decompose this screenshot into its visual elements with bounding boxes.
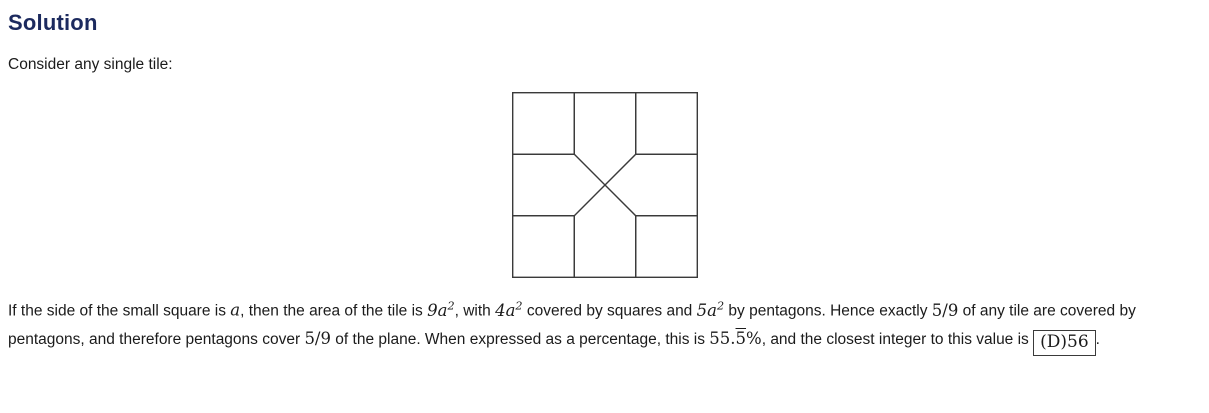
figure-container (8, 92, 1201, 278)
solution-page (0, 8, 1209, 413)
solution-paragraph (8, 292, 1201, 356)
math-fraction-five-ninths-2: 5/9 (304, 328, 331, 348)
math-5a-squared (697, 301, 724, 320)
math-4a-squared (495, 301, 522, 320)
math-4a-base: 4a (495, 300, 516, 320)
math-percentage-prefix: 55. (709, 328, 736, 348)
para-text-4: covered by squares and (522, 302, 697, 320)
single-tile-diagram (512, 92, 698, 278)
math-percentage (709, 329, 761, 348)
para-text-8: of the plane. When expressed as a percentage, this is (331, 330, 710, 348)
math-fraction-five-ninths-1: 5/9 (931, 300, 959, 320)
para-text-6: of any (958, 302, 1005, 320)
answer-box: (D)56 (1033, 330, 1096, 356)
math-9a-exponent: 2 (447, 299, 455, 312)
math-percentage-suffix: % (746, 328, 762, 348)
para-text-3: , with (454, 302, 496, 320)
para-text-9: , and the closest (761, 330, 875, 348)
math-5a-base: 5a (696, 300, 717, 320)
intro-text: Consider any single tile: (8, 56, 173, 73)
para-text-10: integer to this value is (878, 330, 1034, 348)
math-percentage-repeating-digit: 5 (735, 328, 747, 348)
para-text-5: by pentagons. Hence exactly (724, 302, 932, 320)
para-text-2: , then the area of the tile is (240, 302, 428, 320)
math-5a-exponent: 2 (716, 299, 725, 312)
math-a: a (230, 300, 241, 320)
math-9a-base: 9a (427, 300, 448, 320)
page-title: Solution (8, 10, 98, 35)
para-text-1: If the side of the small square is (8, 302, 231, 320)
math-4a-exponent: 2 (515, 299, 523, 312)
para-text-11: . (1095, 330, 1100, 348)
para-text-7: tile are covered by pentagons, and therefore pentagons cover (8, 302, 1136, 348)
math-9a-squared (427, 301, 454, 320)
